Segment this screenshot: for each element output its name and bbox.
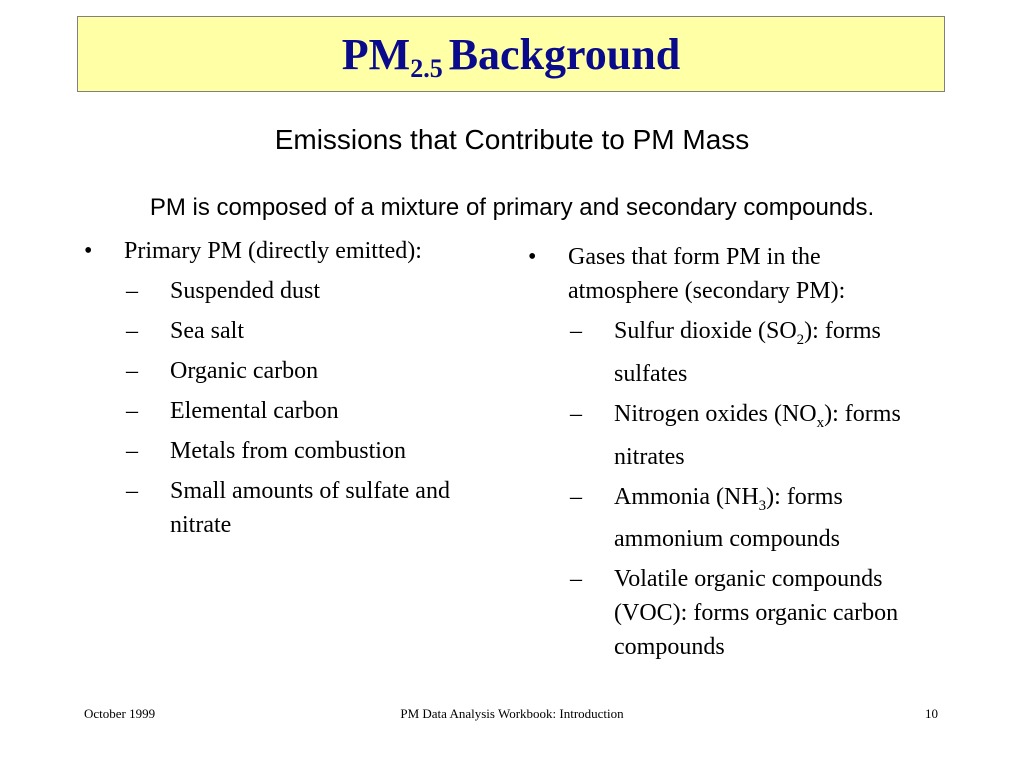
intro-text: PM is composed of a mixture of primary and secondary compounds.: [149, 194, 875, 221]
list-item: – Sulfur dioxide $(SO_2)$: forms sulfates: [570, 318, 881, 387]
primary-pm-column: [80, 234, 500, 542]
page-number: 10: [925, 706, 938, 721]
secondary-pm-column: [524, 240, 954, 673]
title-box: [77, 16, 945, 92]
list-item: – Nitrogen oxides $(NO_x)$: forms nitrates: [570, 400, 901, 470]
bullet-mark: •: [84, 238, 93, 264]
bullet-text: Gases that form PM in the atmosphere (secondary PM):: [568, 244, 846, 304]
list-item: – Ammonia $(NH_3)$: forms ammonium compounds: [570, 483, 843, 553]
list-item: – Suspended dust: [126, 278, 320, 304]
slide-title: [78, 30, 944, 83]
bullet-mark: •: [528, 244, 537, 270]
slide-subtitle: Emissions that Contribute to PM Mass: [274, 124, 750, 155]
list-item: – Sea salt: [126, 318, 244, 344]
title-rest: Background: [448, 30, 681, 79]
title-subscript: 2.5: [410, 54, 443, 83]
list-item: – Metals from combustion: [126, 438, 406, 464]
footer-date: October 1999: [84, 706, 156, 721]
bullet-primary: [80, 234, 500, 268]
list-item: – Elemental carbon: [126, 398, 339, 424]
bullet-text: Primary PM (directly emitted):: [124, 238, 422, 264]
bullet-secondary: [524, 240, 954, 308]
footer-source: PM Data Analysis Workbook: Introduction: [400, 706, 624, 721]
list-item: – Volatile organic compounds (VOC): forms organic carbon compounds: [570, 566, 899, 661]
list-item: – Organic carbon: [126, 358, 319, 384]
title-main: PM: [341, 30, 411, 79]
list-item: – Small amounts of sulfate and nitrate: [126, 478, 450, 538]
